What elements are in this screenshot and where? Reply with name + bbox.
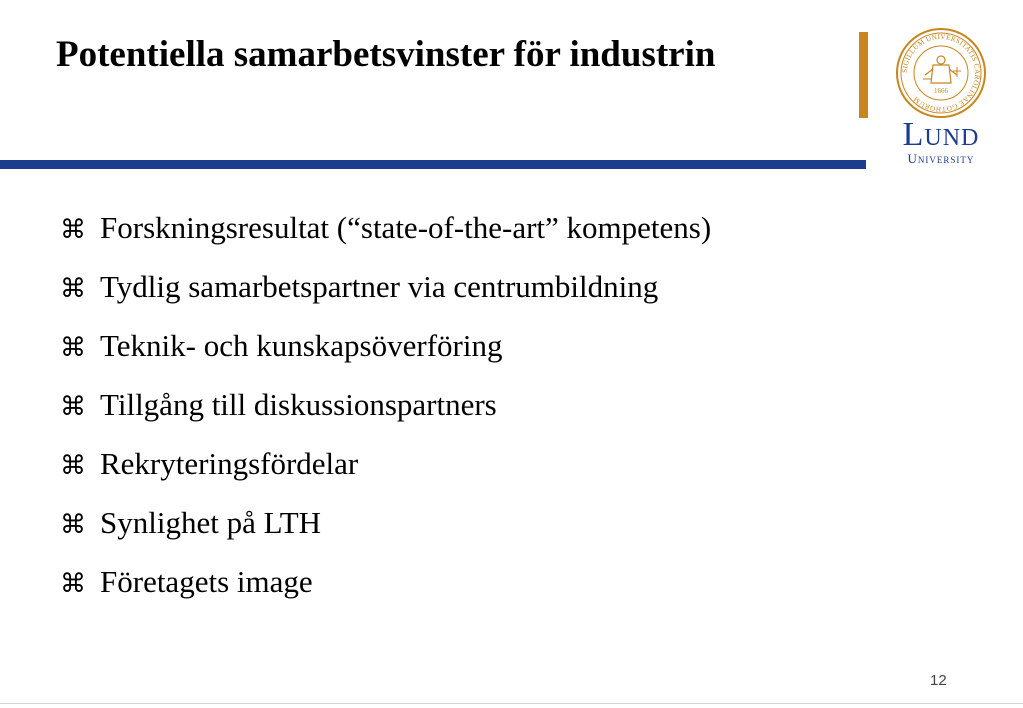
bullet-text: Tillgång till diskussionspartners — [100, 387, 497, 422]
bullet-item — [60, 559, 711, 618]
svg-text:SIGILLUM UNIVERSITATIS CAROLIN — [901, 33, 981, 113]
university-logo — [885, 118, 997, 168]
university-seal-icon — [895, 27, 987, 119]
bullet-item — [60, 205, 711, 264]
bullet-text: Forskningsresultat (“state-of-the-art” kompetens) — [100, 210, 712, 245]
command-key-bullet-icon: ⌘ — [60, 274, 86, 304]
logo-accent-bar — [859, 32, 868, 118]
seal-year: 1666 — [934, 87, 948, 95]
bullet-item — [60, 323, 711, 382]
bullet-text: Rekryteringsfördelar — [100, 446, 359, 481]
command-key-bullet-icon: ⌘ — [60, 333, 86, 363]
logo-line-2: University — [907, 151, 975, 166]
bullet-list — [60, 205, 711, 618]
seal-text: SIGILLUM UNIVERSITATIS CAROLINAE GOTHORUM — [900, 32, 982, 114]
bullet-text: Företagets image — [100, 564, 313, 599]
bullet-item — [60, 441, 711, 500]
command-key-bullet-icon: ⌘ — [60, 392, 86, 422]
bullet-text: Tydlig samarbetspartner via centrumbildning — [100, 269, 659, 304]
command-key-bullet-icon: ⌘ — [60, 451, 86, 481]
bullet-text: Teknik- och kunskapsöverföring — [100, 328, 503, 363]
command-key-bullet-icon: ⌘ — [60, 510, 86, 540]
command-key-bullet-icon: ⌘ — [60, 569, 86, 599]
page-number: 12 — [930, 672, 947, 689]
logo-line-1: Lund — [902, 116, 980, 153]
slide-title: Potentiella samarbetsvinster för industrin — [56, 34, 716, 75]
bottom-border — [0, 703, 1023, 704]
bullet-item — [60, 500, 711, 559]
command-key-bullet-icon: ⌘ — [60, 215, 86, 245]
bullet-item — [60, 382, 711, 441]
title-divider — [0, 160, 866, 169]
bullet-item — [60, 264, 711, 323]
bullet-text: Synlighet på LTH — [100, 505, 322, 540]
